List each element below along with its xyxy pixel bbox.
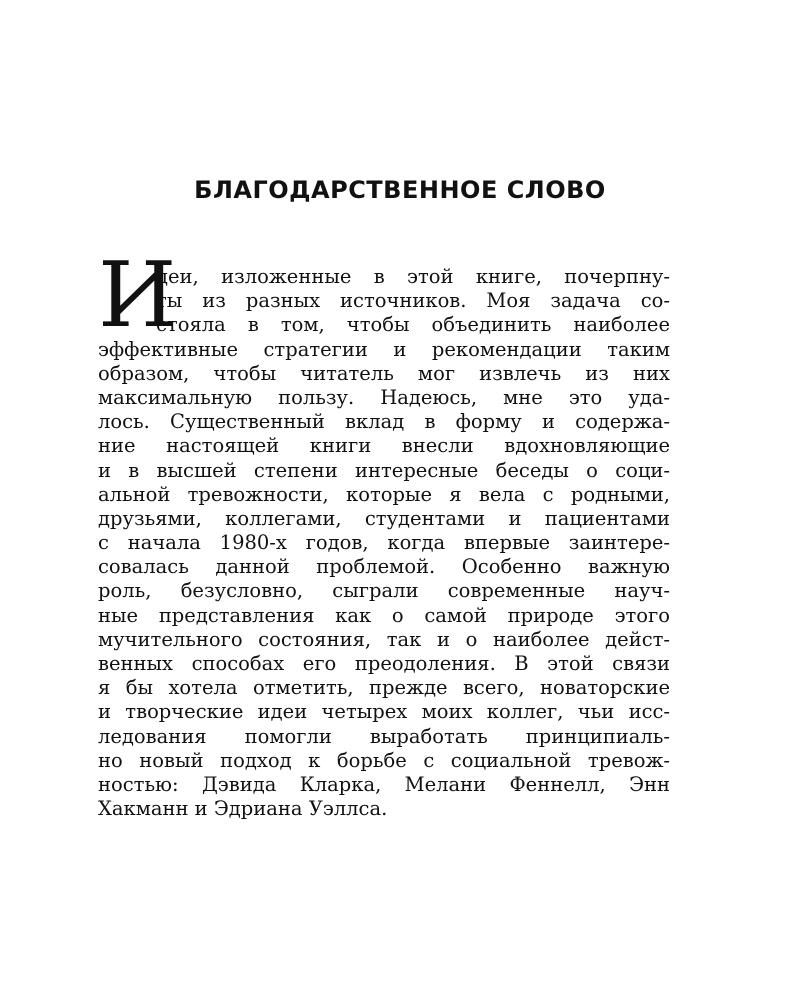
paragraph-line: Хакманн и Эдриана Уэллса.: [98, 797, 388, 821]
paragraph-line: венных способах его преодоления. В этой связи: [98, 652, 670, 675]
paragraph-line: эффективные стратегии и рекомендации таким: [98, 337, 670, 361]
paragraph-line: совалась данной проблемой. Особенно важную: [98, 555, 670, 579]
paragraph-line: с начала 1980-х годов, когда впервые заинтере-: [98, 531, 670, 555]
paragraph-line: ностью: Дэвида Кларка, Мелани Феннелл, Энн: [98, 772, 670, 796]
paragraph-line: роль, безусловно, сыграли современные науч-: [98, 579, 670, 603]
chapter-heading: БЛАГОДАРСТВЕННОЕ СЛОВО: [194, 176, 606, 204]
paragraph-line: и творческие идеи четырех моих коллег, чьи исс-: [98, 700, 670, 724]
paragraph-line: стояла в том, чтобы объединить наиболее: [156, 313, 670, 337]
paragraph-line: деи, изложенные в этой книге, почерпну-: [156, 265, 670, 288]
paragraph-line: мучительного состояния, так и о наиболее дейст-: [98, 627, 670, 651]
paragraph-line: друзьями, коллегами, студентами и пациентами: [98, 506, 670, 530]
paragraph-line: максимальную пользу. Надеюсь, мне это уда-: [98, 385, 670, 409]
paragraph-line: образом, чтобы читатель мог извлечь из них: [98, 361, 670, 385]
paragraph-line: но новый подход к борьбе с социальной тревож-: [98, 748, 670, 772]
paragraph-line: лось. Существенный вклад в форму и содержа-: [98, 410, 670, 434]
acknowledgements-paragraph: [98, 265, 670, 821]
paragraph-line: я бы хотела отметить, прежде всего, новаторские: [98, 676, 670, 700]
paragraph-line: альной тревожности, которые я вела с родными,: [98, 482, 670, 506]
paragraph-line: и в высшей степени интересные беседы о соци-: [98, 458, 670, 482]
paragraph-line: ние настоящей книги внесли вдохновляющие: [98, 434, 670, 458]
drop-cap-letter: И: [98, 243, 177, 348]
paragraph-line: ледования помогли выработать принципиаль-: [98, 724, 670, 748]
paragraph-line: ные представления как о самой природе этого: [98, 603, 670, 627]
paragraph-line: ты из разных источников. Моя задача со-: [156, 289, 670, 313]
